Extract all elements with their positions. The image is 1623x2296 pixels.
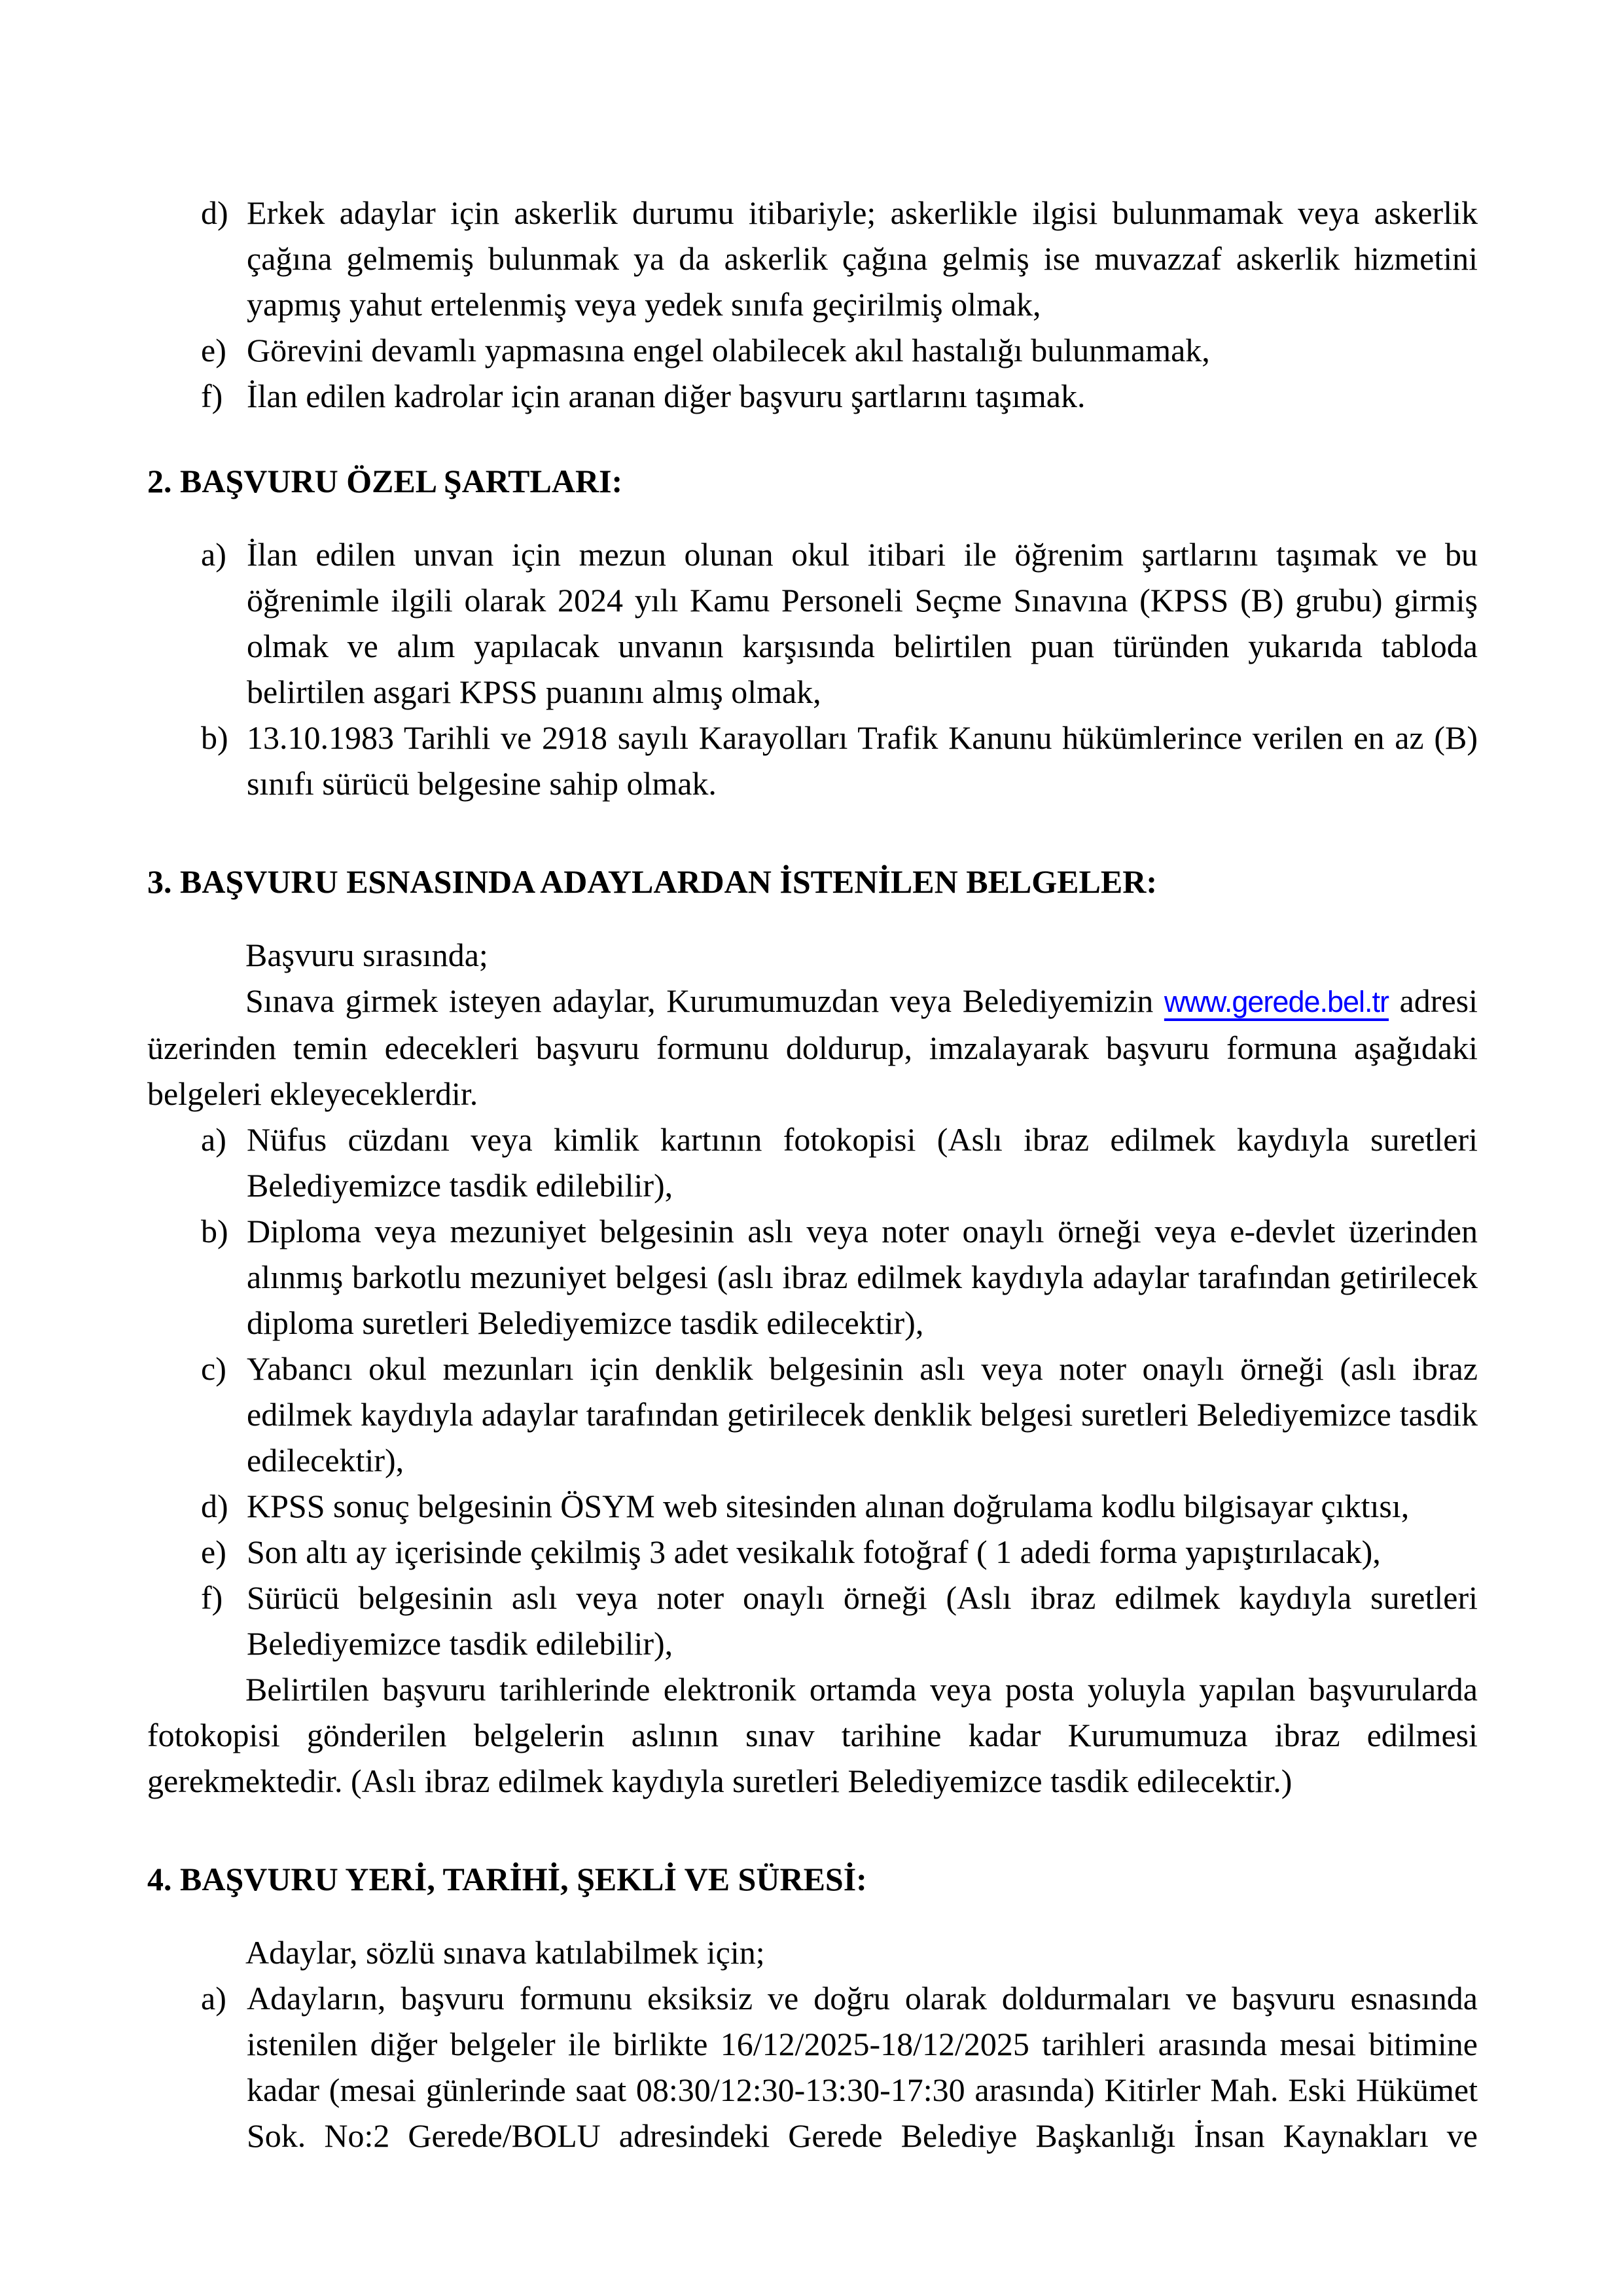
list-item-marker: c) xyxy=(201,1350,226,1387)
section-3-intro-line: Başvuru sırasında; xyxy=(245,937,488,973)
list-item xyxy=(147,531,1478,715)
list-item xyxy=(147,1117,1478,1208)
section-4-heading: 4. BAŞVURU YERİ, TARİHİ, ŞEKLİ VE SÜRESİ: xyxy=(147,1861,867,1897)
list-item-text: KPSS sonuç belgesinin ÖSYM web sitesinden alınan doğrulama kodlu bilgisayar çıktısı, xyxy=(247,1488,1410,1524)
gerede-website-link[interactable]: www.gerede.bel.tr xyxy=(1164,985,1389,1018)
section-2-list xyxy=(147,531,1478,806)
list-item xyxy=(147,715,1478,806)
list-item xyxy=(147,1575,1478,1666)
list-item-marker: e) xyxy=(201,332,226,368)
list-item xyxy=(147,327,1478,373)
list-item-text: Adayların, başvuru formunu eksiksiz ve doğru olarak doldurmaları ve başvuru esnasında istenilen diğer belgeler ile birlikte 16/12/2025-18/12/2025 tarihleri arasında mesai bitimine kadar (mesai günlerinde saat 08:30/12:30-13:30-17:30 arasında) Kitirler Mah. Eski Hükümet Sok. No:2 Gerede/BOLU adresindeki Gerede Belediye Başkanlığı İnsan Kaynakları ve xyxy=(247,1980,1478,2154)
list-item-marker: b) xyxy=(201,1213,228,1249)
list-item-marker: f) xyxy=(201,378,223,414)
section-2-heading: 2. BAŞVURU ÖZEL ŞARTLARI: xyxy=(147,463,623,499)
list-item xyxy=(147,1975,1478,2159)
list-item-text: Son altı ay içerisinde çekilmiş 3 adet vesikalık fotoğraf ( 1 adedi forma yapıştırılacak), xyxy=(247,1534,1381,1570)
list-item-text: Nüfus cüzdanı veya kimlik kartının fotokopisi (Aslı ibraz edilmek kaydıyla suretleri Belediyemizce tasdik edilebilir), xyxy=(247,1121,1478,1204)
section-4-list xyxy=(147,1975,1478,2159)
list-item-text: Görevini devamlı yapmasına engel olabilecek akıl hastalığı bulunmamak, xyxy=(247,332,1210,368)
list-item-marker: d) xyxy=(201,1488,228,1524)
section-3-list xyxy=(147,1117,1478,1666)
list-item-text: Erkek adaylar için askerlik durumu itibariyle; askerlikle ilgisi bulunmamak veya askerlik çağına gelmemiş bulunmak ya da askerlik çağına gelmiş ise muvazzaf askerlik hizmetini yapmış yahut ertelenmiş veya yedek sınıfa geçirilmiş olmak, xyxy=(247,194,1478,323)
list-item-marker: a) xyxy=(201,1121,226,1158)
paragraph-text: Sınava girmek isteyen adaylar, Kurumumuzdan veya Belediyemizin xyxy=(245,982,1164,1019)
section-3-closing-paragraph: Belirtilen başvuru tarihlerinde elektronik ortamda veya posta yoluyla yapılan başvurularda fotokopisi gönderilen belgelerin aslının sınav tarihine kadar Kurumumuza ibraz edilmesi gerekmektedir. (Aslı ibraz edilmek kaydıyla suretleri Belediyemizce tasdik edilecektir.) xyxy=(147,1671,1478,1799)
general-conditions-list xyxy=(147,190,1478,419)
list-item-marker: d) xyxy=(201,194,228,231)
list-item-marker: e) xyxy=(201,1534,226,1570)
list-item-marker: a) xyxy=(201,536,226,573)
list-item-marker: b) xyxy=(201,719,228,756)
list-item xyxy=(147,1483,1478,1529)
list-item-marker: f) xyxy=(201,1579,223,1616)
paragraph-text: adresi üzerinden temin edecekleri başvuru formunu doldurup, imzalayarak başvuru formuna aşağıdaki belgeleri ekleyeceklerdir. xyxy=(147,982,1478,1112)
list-item-text: 13.10.1983 Tarihli ve 2918 sayılı Karayolları Trafik Kanunu hükümlerince verilen en az (B) sınıfı sürücü belgesine sahip olmak. xyxy=(247,719,1478,802)
list-item-text: Sürücü belgesinin aslı veya noter onaylı örneği (Aslı ibraz edilmek kaydıyla suretleri Belediyemizce tasdik edilebilir), xyxy=(247,1579,1478,1662)
list-item xyxy=(147,1208,1478,1346)
list-item-text: İlan edilen kadrolar için aranan diğer başvuru şartlarını taşımak. xyxy=(247,378,1086,414)
list-item-text: Diploma veya mezuniyet belgesinin aslı veya noter onaylı örneği veya e-devlet üzerinden alınmış barkotlu mezuniyet belgesi (aslı ibraz edilmek kaydıyla adaylar tarafından getirilecek diploma suretleri Belediyemizce tasdik edilecektir), xyxy=(247,1213,1478,1341)
list-item-marker: a) xyxy=(201,1980,226,2017)
list-item xyxy=(147,1529,1478,1575)
list-item xyxy=(147,373,1478,419)
list-item xyxy=(147,190,1478,327)
list-item xyxy=(147,1346,1478,1483)
list-item-text: Yabancı okul mezunları için denklik belgesinin aslı veya noter onaylı örneği (aslı ibraz edilmek kaydıyla adaylar tarafından getirilecek denklik belgesi suretleri Belediyemizce tasdik edilecektir), xyxy=(247,1350,1478,1479)
section-4-intro-line: Adaylar, sözlü sınava katılabilmek için; xyxy=(245,1934,765,1971)
section-3-apply-paragraph xyxy=(147,978,1478,1117)
list-item-text: İlan edilen unvan için mezun olunan okul itibari ile öğrenim şartlarını taşımak ve bu öğrenimle ilgili olarak 2024 yılı Kamu Personeli Seçme Sınavına (KPSS (B) grubu) girmiş olmak ve alım yapılacak unvanın karşısında belirtilen puan türünden yukarıda tabloda belirtilen asgari KPSS puanını almış olmak, xyxy=(247,536,1478,710)
section-3-heading: 3. BAŞVURU ESNASINDA ADAYLARDAN İSTENİLEN BELGELER: xyxy=(147,863,1157,900)
